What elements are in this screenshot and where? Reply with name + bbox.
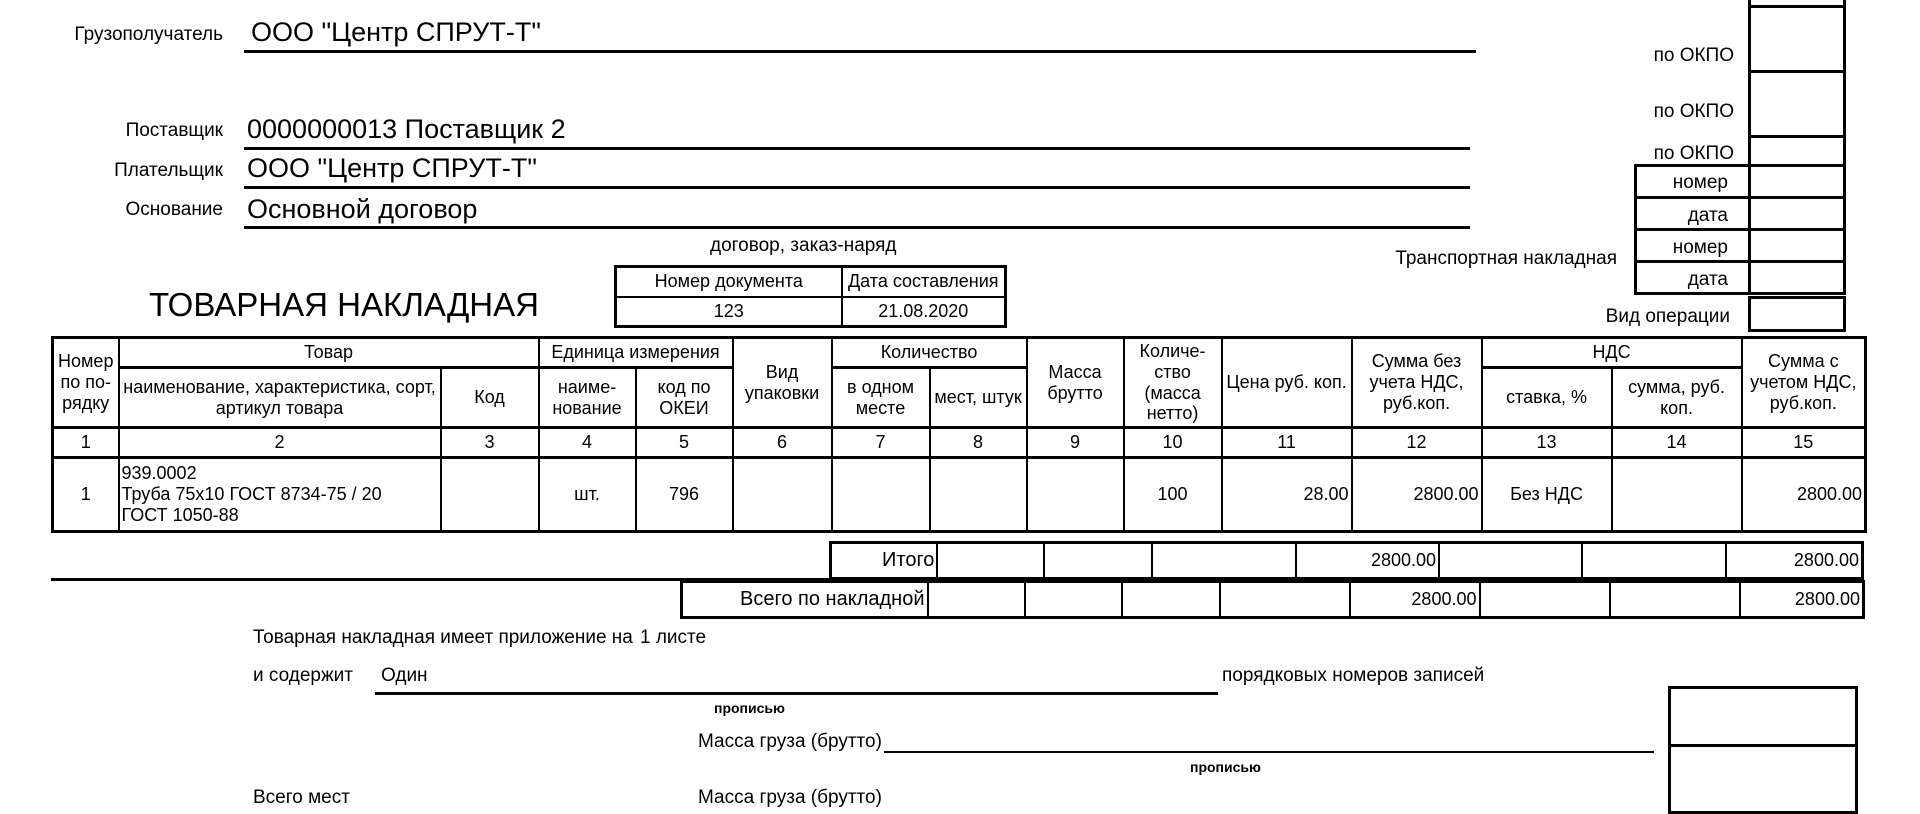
appendix-value: 1 листе (640, 627, 707, 648)
doc-date-header: Дата составления (842, 267, 1006, 297)
header-sum-with-vat: Сумма с учетом НДС, руб.коп. (1742, 338, 1866, 428)
okpo-label-3: по ОКПО (1653, 143, 1734, 164)
gross-mass-underline-1 (884, 751, 1654, 753)
doc-date-value: 21.08.2020 (842, 297, 1006, 327)
itogo-sum-without-vat: 2800.00 (1296, 543, 1439, 579)
total-empty (1122, 582, 1220, 618)
header-sum-without-vat: Сумма без учета НДС, руб.коп. (1352, 338, 1482, 428)
contains-label: и содержит (253, 665, 354, 686)
col-number: 7 (832, 428, 930, 458)
header-net-quantity: Количе-ство (масса нетто) (1124, 338, 1222, 428)
appendix-text: Товарная накладная имеет приложение на (253, 627, 633, 648)
document-info-table (614, 265, 1007, 328)
row-unit-okei: 796 (636, 458, 733, 532)
supplier-label: Поставщик (125, 120, 223, 141)
basis-caption: договор, заказ-наряд (710, 235, 897, 256)
header-goods-code: Код (441, 368, 539, 428)
document-title: ТОВАРНАЯ НАКЛАДНАЯ (149, 286, 539, 323)
in-words-caption-2: прописью (1190, 759, 1261, 775)
col-number: 3 (441, 428, 539, 458)
header-unit-okei: код по ОКЕИ (636, 368, 733, 428)
col-number: 1 (53, 428, 119, 458)
gross-mass-label-2: Масса груза (брутто) (698, 787, 882, 808)
table-row (53, 458, 1866, 532)
okpo-label-2: по ОКПО (1653, 101, 1734, 122)
supplier-underline (244, 147, 1470, 150)
payer-underline (244, 186, 1470, 189)
row-goods-article: 939.0002 (121, 463, 197, 484)
goods-table (51, 336, 1867, 533)
itogo-label: Итого (831, 543, 938, 579)
records-label: порядковых номеров записей (1222, 665, 1485, 686)
payer-label: Плательщик (114, 160, 223, 181)
doc-number-value: 123 (616, 297, 842, 327)
row-net-quantity: 100 (1124, 458, 1222, 532)
col-number: 9 (1027, 428, 1124, 458)
row-gross-mass (1027, 458, 1124, 532)
total-empty (1025, 582, 1122, 618)
consignee-label: Грузополучатель (74, 24, 223, 45)
consignee-underline (244, 50, 1476, 53)
col-number: 8 (930, 428, 1027, 458)
header-package: Вид упаковки (733, 338, 832, 428)
col-number: 12 (1352, 428, 1482, 458)
col-number: 13 (1482, 428, 1612, 458)
total-sum-without-vat: 2800.00 (1350, 582, 1480, 618)
code-box-okpo-3 (1748, 135, 1846, 167)
row-price: 28.00 (1222, 458, 1352, 532)
in-words-caption-1: прописью (714, 700, 785, 716)
row-sum-with-vat: 2800.00 (1742, 458, 1866, 532)
header-unit-name: наиме-нование (539, 368, 636, 428)
code-box-number-2 (1634, 228, 1846, 263)
total-places-label: Всего мест (253, 787, 350, 808)
header-vat-rate: ставка, % (1482, 368, 1612, 428)
itogo-sum-with-vat: 2800.00 (1726, 543, 1863, 579)
code-box-divider (1748, 164, 1751, 295)
header-gross-mass: Масса брутто (1027, 338, 1124, 428)
col-number: 14 (1612, 428, 1742, 458)
header-row-number: Номер по по-рядку (53, 338, 119, 428)
row-goods-code (441, 458, 539, 532)
number-label-1: номер (1672, 172, 1728, 193)
header-price: Цена руб. коп. (1222, 338, 1352, 428)
total-sum-with-vat: 2800.00 (1740, 582, 1864, 618)
col-number: 10 (1124, 428, 1222, 458)
col-number: 11 (1222, 428, 1352, 458)
row-goods-name (119, 458, 441, 532)
date-label-1: дата (1687, 205, 1728, 226)
operation-type-label: Вид операции (1605, 306, 1730, 327)
row-goods-description: Труба 75х10 ГОСТ 8734-75 / 20 (121, 484, 382, 505)
code-box-operation (1748, 296, 1846, 332)
date-label-2: дата (1687, 269, 1728, 290)
number-label-2: номер (1672, 237, 1728, 258)
row-number: 1 (53, 458, 119, 532)
col-number: 2 (119, 428, 441, 458)
code-box-date-2 (1634, 260, 1846, 295)
row-qty-places (930, 458, 1027, 532)
doc-number-header: Номер документа (616, 267, 842, 297)
itogo-empty (1152, 543, 1295, 579)
itogo-table (829, 541, 1864, 580)
code-box-number-1 (1634, 164, 1846, 199)
basis-value: Основной договор (247, 194, 478, 224)
total-empty (1480, 582, 1610, 618)
row-unit-name: шт. (539, 458, 636, 532)
col-number: 15 (1742, 428, 1866, 458)
header-vat: НДС (1482, 338, 1742, 368)
col-number: 5 (636, 428, 733, 458)
row-vat-rate: Без НДС (1482, 458, 1612, 532)
itogo-empty (1439, 543, 1582, 579)
basis-underline (244, 226, 1470, 229)
total-empty (1220, 582, 1350, 618)
total-label: Всего по накладной (682, 582, 928, 618)
total-table (680, 580, 1865, 619)
mass-box-2 (1668, 744, 1858, 814)
transport-waybill-label: Транспортная накладная (1395, 248, 1617, 269)
header-qty-places: мест, штук (930, 368, 1027, 428)
supplier-value: 0000000013 Поставщик 2 (247, 114, 566, 144)
row-qty-one-place (832, 458, 930, 532)
itogo-empty (1044, 543, 1152, 579)
itogo-empty (937, 543, 1044, 579)
contains-underline (375, 692, 1218, 695)
header-goods: Товар (119, 338, 539, 368)
row-package (733, 458, 832, 532)
header-unit: Единица измерения (539, 338, 733, 368)
code-box-okpo-1 (1748, 5, 1846, 73)
header-goods-name: наименование, характеристика, сорт, артикул товара (119, 368, 441, 428)
code-box-date-1 (1634, 196, 1846, 231)
col-number: 6 (733, 428, 832, 458)
contains-value: Один (381, 665, 428, 686)
payer-value: ООО "Центр СПРУТ-Т" (247, 153, 537, 183)
okpo-label-1: по ОКПО (1653, 45, 1734, 66)
mass-box-1 (1668, 686, 1858, 747)
itogo-empty (1582, 543, 1725, 579)
header-qty-one-place: в одном месте (832, 368, 930, 428)
basis-label: Основание (125, 199, 223, 220)
col-number: 4 (539, 428, 636, 458)
code-box-okpo-2 (1748, 70, 1846, 138)
total-empty (1610, 582, 1740, 618)
header-quantity: Количество (832, 338, 1027, 368)
row-sum-without-vat: 2800.00 (1352, 458, 1482, 532)
consignee-value: ООО "Центр СПРУТ-Т" (251, 17, 541, 47)
gross-mass-label-1: Масса груза (брутто) (698, 731, 882, 752)
header-vat-sum: сумма, руб. коп. (1612, 368, 1742, 428)
total-empty (928, 582, 1025, 618)
row-goods-standard: ГОСТ 1050-88 (121, 504, 239, 525)
row-vat-sum (1612, 458, 1742, 532)
